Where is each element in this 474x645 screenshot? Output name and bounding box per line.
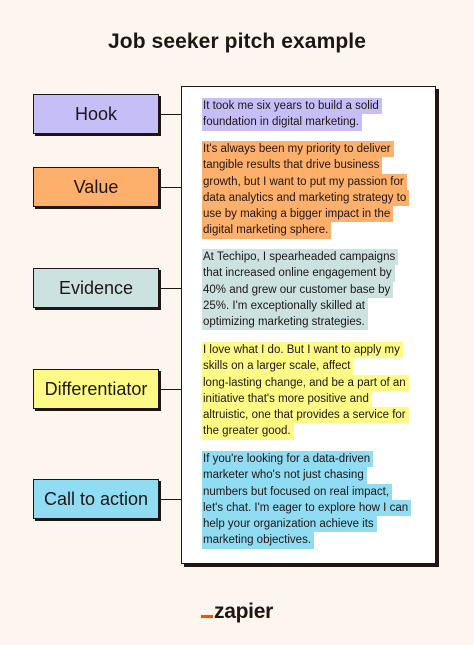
pitch-value-line: digital marketing sphere. bbox=[202, 222, 331, 238]
pitch-value-line: use by making a bigger impact in the bbox=[202, 206, 393, 222]
pitch-value-line: data analytics and marketing strategy to bbox=[202, 190, 409, 206]
pitch-call-to-action-paragraph bbox=[202, 451, 417, 549]
connector-evidence bbox=[160, 288, 181, 289]
page-title: Job seeker pitch example bbox=[107, 30, 367, 53]
label-hook bbox=[33, 94, 159, 134]
label-call-to-action bbox=[33, 479, 159, 519]
pitch-hook-line: It took me six years to build a solid bbox=[202, 98, 382, 114]
label-value bbox=[33, 167, 159, 207]
pitch-evidence-line: At Techipo, I spearheaded campaigns bbox=[202, 249, 398, 265]
pitch-call-to-action-line: marketer who's not just chasing bbox=[202, 467, 367, 483]
label-differentiator bbox=[33, 369, 159, 409]
pitch-value-line: It's always been my priority to deliver bbox=[202, 141, 394, 157]
pitch-call-to-action-line: If you're looking for a data-driven bbox=[202, 451, 373, 467]
pitch-value-line: growth, but I want to put my passion for bbox=[202, 174, 407, 190]
label-call-to-action-text: Call to action bbox=[43, 488, 149, 509]
pitch-call-to-action-line: marketing objectives. bbox=[202, 532, 314, 548]
pitch-differentiator-line: the greater good. bbox=[202, 423, 294, 439]
connector-hook bbox=[160, 114, 181, 115]
pitch-evidence-line: 40% and grew our customer base by bbox=[202, 282, 393, 298]
pitch-value-paragraph bbox=[202, 141, 417, 239]
connector-value bbox=[160, 187, 181, 188]
zapier-logo bbox=[0, 600, 474, 624]
pitch-evidence-line: optimizing marketing strategies. bbox=[202, 314, 368, 330]
pitch-evidence-paragraph bbox=[202, 249, 417, 330]
pitch-differentiator-line: I love what I do. But I want to apply my bbox=[202, 342, 403, 358]
pitch-call-to-action-line: help your organization achieve its bbox=[202, 516, 377, 532]
label-evidence bbox=[33, 268, 159, 308]
label-value-text: Value bbox=[73, 176, 119, 197]
pitch-call-to-action-line: let's chat. I'm eager to explore how I can bbox=[202, 500, 411, 516]
pitch-differentiator-line: long-lasting change, and be a part of an bbox=[202, 375, 409, 391]
connector-call-to-action bbox=[160, 499, 181, 500]
pitch-differentiator-paragraph bbox=[202, 342, 417, 440]
logo-underscore-mark bbox=[201, 615, 213, 618]
pitch-value-line: tangible results that drive business bbox=[202, 157, 382, 173]
label-evidence-text: Evidence bbox=[58, 277, 134, 298]
label-differentiator-text: Differentiator bbox=[44, 378, 148, 399]
pitch-hook-line: foundation in digital marketing. bbox=[202, 114, 362, 130]
pitch-differentiator-line: initiative that's more positive and bbox=[202, 391, 372, 407]
pitch-evidence-line: 25%. I'm exceptionally skilled at bbox=[202, 298, 368, 314]
connector-differentiator bbox=[160, 389, 181, 390]
pitch-differentiator-line: altruistic, one that provides a service for bbox=[202, 407, 409, 423]
label-hook-text: Hook bbox=[74, 103, 118, 124]
logo-text: zapier bbox=[214, 600, 273, 623]
pitch-hook-paragraph bbox=[202, 98, 417, 131]
pitch-call-to-action-line: numbers but focused on real impact, bbox=[202, 484, 392, 500]
pitch-evidence-line: that increased online engagement by bbox=[202, 265, 395, 281]
pitch-differentiator-line: skills on a larger scale, affect bbox=[202, 358, 353, 374]
